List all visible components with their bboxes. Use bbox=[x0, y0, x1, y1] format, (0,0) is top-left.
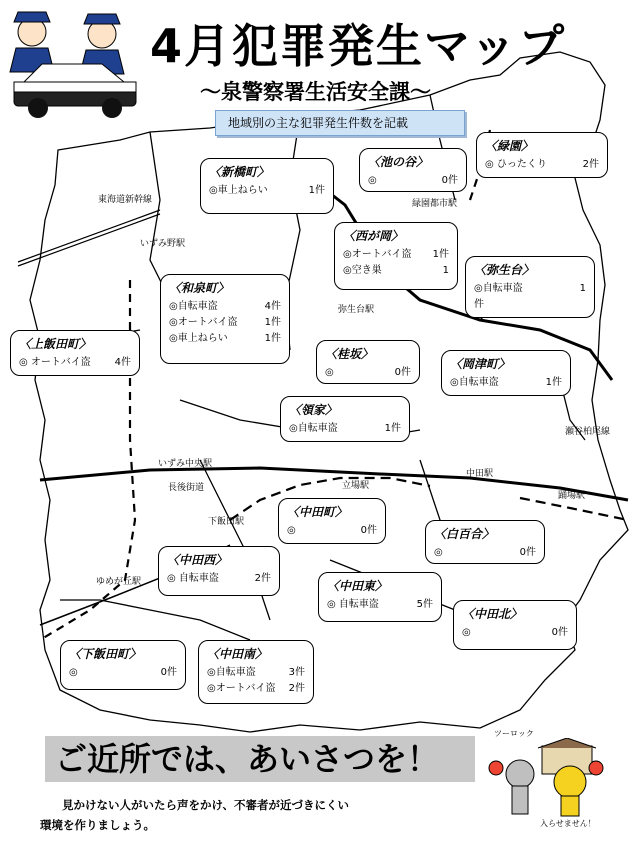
key-lock-icon bbox=[488, 738, 606, 818]
crime-type: ◎空き巣 bbox=[343, 265, 382, 276]
crime-type: ◎ オートバイ盗 bbox=[19, 357, 91, 368]
district-name: 〈弥生台〉 bbox=[474, 263, 535, 277]
district-name: 〈白百合〉 bbox=[434, 527, 495, 541]
district-ryokuen bbox=[476, 132, 608, 178]
road-seya-kashio: 瀬谷柏尾線 bbox=[565, 427, 611, 437]
crime-type: ◎ ひったくり bbox=[485, 159, 547, 170]
crime-count: 1件 bbox=[308, 185, 325, 196]
crime-type: ◎自転車盗 bbox=[289, 423, 338, 434]
station-tokaido: 東海道新幹線 bbox=[98, 195, 153, 205]
station-ryokuen: 緑園都市駅 bbox=[412, 199, 458, 209]
district-name: 〈中田南〉 bbox=[207, 647, 268, 661]
crime-count: 1件 bbox=[545, 377, 562, 388]
crime-type: ◎オートバイ盗 bbox=[169, 317, 238, 328]
station-yumegaoka: ゆめが丘駅 bbox=[96, 577, 142, 587]
station-nakada: 中田駅 bbox=[466, 469, 494, 479]
station-tateba: 立場駅 bbox=[342, 481, 370, 491]
crime-count: 5件 bbox=[416, 599, 433, 610]
crime-count: 0件 bbox=[519, 547, 536, 558]
crime-type: ◎自転車盗 bbox=[474, 283, 523, 294]
map-note: 地域別の主な犯罪発生件数を記載 bbox=[215, 110, 465, 136]
crime-type: ◎ bbox=[69, 667, 78, 678]
page-subtitle: ～泉警察署生活安全課～ bbox=[200, 80, 431, 104]
crime-type: ◎車上ねらい bbox=[209, 185, 268, 196]
crime-count: 0件 bbox=[394, 367, 411, 378]
crime-count: 2件 bbox=[288, 683, 305, 694]
district-name: 〈新橋町〉 bbox=[209, 165, 270, 179]
crime-type: ◎オートバイ盗 bbox=[343, 249, 412, 260]
district-shimoiidacho bbox=[60, 640, 186, 690]
district-name: 〈中田町〉 bbox=[287, 505, 348, 519]
crime-type: ◎自転車盗 bbox=[207, 667, 256, 678]
district-name: 〈桂坂〉 bbox=[325, 347, 374, 361]
district-name: 〈下飯田町〉 bbox=[69, 647, 142, 661]
crime-type: ◎ bbox=[434, 547, 443, 558]
crime-count: 0件 bbox=[160, 667, 177, 678]
crime-count: 1件 bbox=[432, 249, 449, 260]
crime-type: ◎車上ねらい bbox=[169, 333, 228, 344]
crime-count: 1件 bbox=[264, 333, 281, 344]
station-odoriba: 踊場駅 bbox=[558, 491, 586, 501]
district-nakadahigashi bbox=[318, 572, 442, 622]
district-nishigaoka bbox=[334, 222, 458, 290]
lock-label-top: ツーロック bbox=[494, 729, 534, 738]
crime-count: 2件 bbox=[254, 573, 271, 584]
crime-count: 1件 bbox=[264, 317, 281, 328]
district-kamiiida bbox=[10, 330, 140, 376]
district-okatsu bbox=[441, 350, 571, 396]
crime-type: ◎オートバイ盗 bbox=[207, 683, 276, 694]
station-izumino: いずみ野駅 bbox=[140, 239, 186, 249]
district-name: 〈岡津町〉 bbox=[450, 357, 511, 371]
crime-count: 0件 bbox=[441, 175, 458, 186]
district-shinbashi bbox=[200, 158, 334, 214]
crime-type: ◎自転車盗 bbox=[169, 301, 218, 312]
district-name: 〈中田北〉 bbox=[462, 607, 523, 621]
police-officer-icon bbox=[2, 2, 152, 134]
district-nakadacho bbox=[278, 498, 386, 544]
slogan-banner: ご近所では、あいさつを！ bbox=[45, 736, 475, 782]
district-ryoke bbox=[280, 396, 410, 442]
district-nakadanishi bbox=[158, 546, 280, 596]
district-ikenoya bbox=[359, 148, 467, 192]
district-name: 〈中田西〉 bbox=[167, 553, 228, 567]
page-title: 4月犯罪発生マップ bbox=[150, 19, 567, 73]
crime-count: 0件 bbox=[551, 627, 568, 638]
crime-count: 1 bbox=[579, 283, 586, 294]
district-name: 〈和泉町〉 bbox=[169, 281, 230, 295]
district-name: 〈中田東〉 bbox=[327, 579, 388, 593]
lock-label-bottom: 入らせません！ bbox=[540, 819, 596, 828]
crime-type: ◎ 自転車盗 bbox=[327, 599, 379, 610]
district-nakadakita bbox=[453, 600, 577, 650]
district-katsurazaka bbox=[316, 340, 420, 384]
crime-count: 3件 bbox=[288, 667, 305, 678]
crime-count: 4件 bbox=[264, 301, 281, 312]
district-nakadaminami bbox=[198, 640, 314, 704]
footer-message bbox=[40, 795, 460, 835]
crime-count: 4件 bbox=[114, 357, 131, 368]
crime-type: ◎ bbox=[325, 367, 334, 378]
crime-count-unit: 件 bbox=[474, 299, 484, 310]
district-name: 〈領家〉 bbox=[289, 403, 338, 417]
crime-type: ◎ bbox=[368, 175, 377, 186]
crime-type: ◎ bbox=[287, 525, 296, 536]
crime-count: 2件 bbox=[582, 159, 599, 170]
crime-type: ◎ bbox=[462, 627, 471, 638]
crime-type: ◎自転車盗 bbox=[450, 377, 499, 388]
crime-count: 1 bbox=[442, 265, 449, 276]
district-name: 〈緑園〉 bbox=[485, 139, 534, 153]
footer-message-line2: 環境を作りましょう。 bbox=[40, 818, 155, 832]
footer-message-line1: 見かけない人がいたら声をかけ、不審者が近づきにくい bbox=[62, 798, 350, 812]
district-name: 〈上飯田町〉 bbox=[19, 337, 92, 351]
district-shirayuri bbox=[425, 520, 545, 564]
district-izumicho bbox=[160, 274, 290, 364]
crime-count: 1件 bbox=[384, 423, 401, 434]
crime-type: ◎ 自転車盗 bbox=[167, 573, 219, 584]
station-yayoidai: 弥生台駅 bbox=[338, 305, 375, 315]
district-name: 〈池の谷〉 bbox=[368, 155, 429, 169]
district-yayoidai bbox=[465, 256, 595, 318]
crime-count: 0件 bbox=[360, 525, 377, 536]
district-name: 〈西が岡〉 bbox=[343, 229, 404, 243]
station-izumichuo: いずみ中央駅 bbox=[158, 459, 213, 469]
road-chogo: 長後街道 bbox=[168, 483, 205, 493]
station-shimoiida: 下飯田駅 bbox=[208, 517, 245, 527]
